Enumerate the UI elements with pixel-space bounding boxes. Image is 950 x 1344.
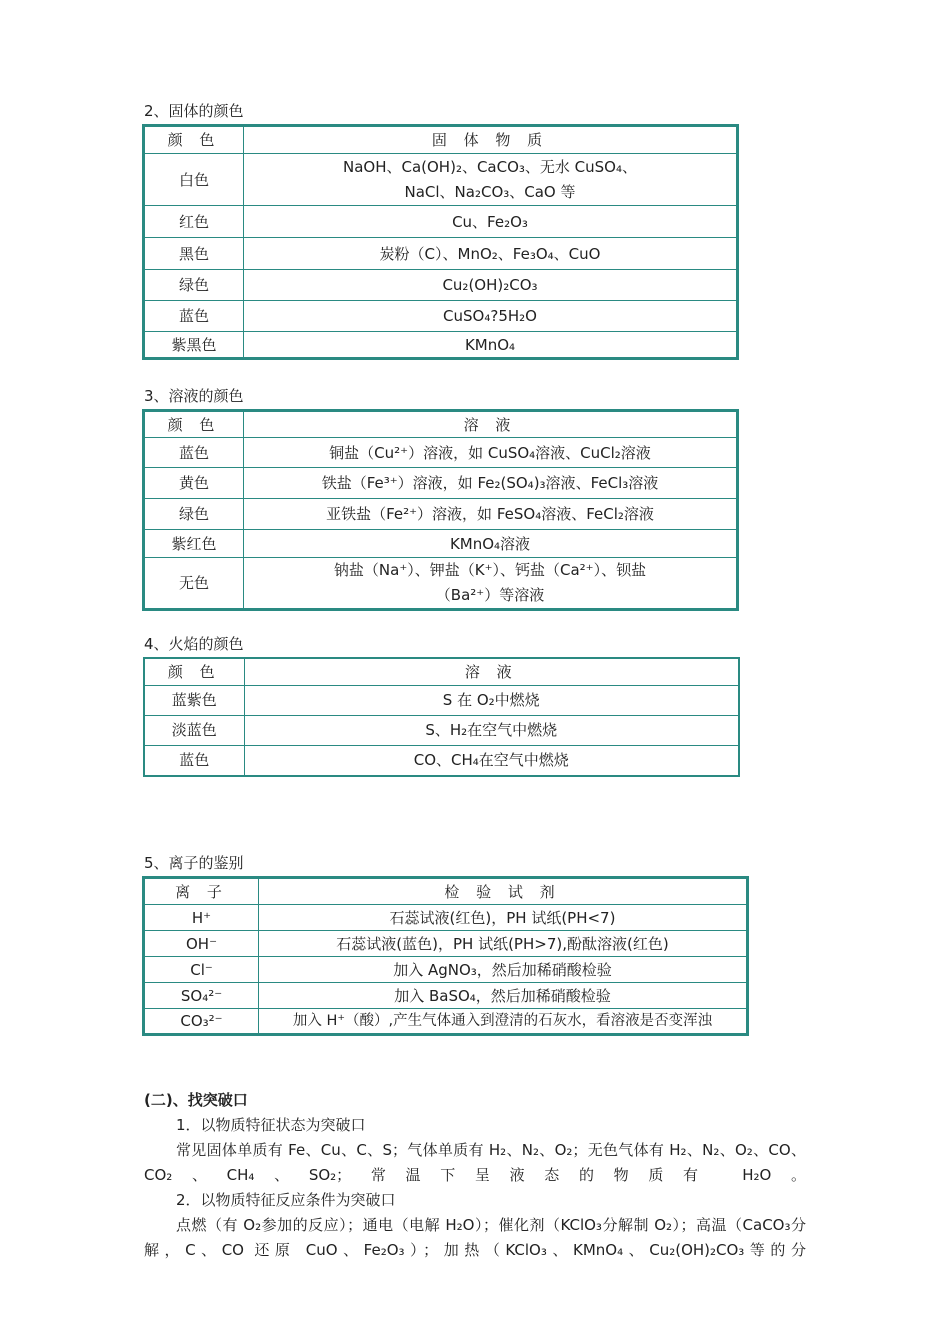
header-reagent: 检 验 试 剂	[259, 878, 748, 905]
table-row	[144, 301, 738, 332]
color-cell: 紫黑色	[144, 332, 244, 359]
color-cell: 淡蓝色	[144, 715, 244, 745]
header-color: 颜 色	[144, 411, 244, 438]
solution-cell: 铁盐（Fe³⁺）溶液，如 Fe₂(SO₄)₃溶液、FeCl₃溶液	[244, 468, 738, 499]
ion-cell: Cl⁻	[144, 957, 259, 983]
solid-color-table	[142, 124, 739, 360]
flame-cell: S 在 O₂中燃烧	[244, 685, 739, 715]
table-row	[144, 154, 738, 206]
color-cell: 绿色	[144, 270, 244, 301]
flame-cell: CO、CH₄在空气中燃烧	[244, 745, 739, 776]
color-cell: 蓝色	[144, 745, 244, 776]
table-row	[144, 558, 738, 610]
reagent-cell: 加入 H⁺（酸）,产生气体通入到澄清的石灰水，看溶液是否变浑浊	[259, 1009, 748, 1035]
table-row	[144, 957, 748, 983]
color-cell: 蓝色	[144, 438, 244, 468]
table-header-row	[144, 126, 738, 154]
header-color: 颜 色	[144, 658, 244, 685]
table-row	[144, 332, 738, 359]
header-substance: 固 体 物 质	[244, 126, 738, 154]
table-row	[144, 438, 738, 468]
substance-cell: NaOH、Ca(OH)₂、CaCO₃、无水 CuSO₄、NaCl、Na₂CO₃、CaO 等	[244, 154, 738, 206]
reagent-cell: 石蕊试液(红色)，PH 试纸(PH<7)	[259, 905, 748, 931]
table-row	[144, 715, 739, 745]
color-cell: 黑色	[144, 238, 244, 270]
solution-color-heading: 3、溶液的颜色	[144, 387, 244, 405]
solution-cell: 亚铁盐（Fe²⁺）溶液，如 FeSO₄溶液、FeCl₂溶液	[244, 499, 738, 530]
color-cell: 绿色	[144, 499, 244, 530]
table-row	[144, 983, 748, 1009]
table-header-row	[144, 411, 738, 438]
table-row	[144, 238, 738, 270]
header-solution: 溶 液	[244, 411, 738, 438]
item-2-heading: 2．以物质特征反应条件为突破口	[176, 1191, 396, 1209]
table-row	[144, 745, 739, 776]
table-row	[144, 468, 738, 499]
header-ion: 离 子	[144, 878, 259, 905]
flame-color-table	[143, 657, 740, 777]
ion-cell: H⁺	[144, 905, 259, 931]
ion-test-heading: 5、离子的鉴别	[144, 854, 244, 872]
flame-cell: S、H₂在空气中燃烧	[244, 715, 739, 745]
substance-cell: CuSO₄?5H₂O	[244, 301, 738, 332]
solution-cell: KMnO₄溶液	[244, 530, 738, 558]
table-row	[144, 931, 748, 957]
substance-cell: Cu₂(OH)₂CO₃	[244, 270, 738, 301]
table-row	[144, 499, 738, 530]
table-row	[144, 530, 738, 558]
color-cell: 红色	[144, 206, 244, 238]
solution-color-table	[142, 409, 739, 611]
reagent-cell: 石蕊试液(蓝色)，PH 试纸(PH>7),酚酞溶液(红色)	[259, 931, 748, 957]
ion-test-table	[142, 876, 749, 1036]
color-cell: 黄色	[144, 468, 244, 499]
header-color: 颜 色	[144, 126, 244, 154]
substance-cell: Cu、Fe₂O₃	[244, 206, 738, 238]
item-1-heading: 1．以物质特征状态为突破口	[176, 1116, 366, 1134]
reagent-cell: 加入 AgNO₃，然后加稀硝酸检验	[259, 957, 748, 983]
solution-cell: 钠盐（Na⁺）、钾盐（K⁺）、钙盐（Ca²⁺）、钡盐（Ba²⁺）等溶液	[244, 558, 738, 610]
table-row	[144, 206, 738, 238]
section-title: (二)、找突破口	[144, 1091, 248, 1109]
table-header-row	[144, 878, 748, 905]
ion-cell: SO₄²⁻	[144, 983, 259, 1009]
substance-cell: 炭粉（C）、MnO₂、Fe₃O₄、CuO	[244, 238, 738, 270]
color-cell: 紫红色	[144, 530, 244, 558]
color-cell: 蓝色	[144, 301, 244, 332]
substance-cell: KMnO₄	[244, 332, 738, 359]
table-row	[144, 685, 739, 715]
solution-cell: 铜盐（Cu²⁺）溶液，如 CuSO₄溶液、CuCl₂溶液	[244, 438, 738, 468]
table-row	[144, 270, 738, 301]
color-cell: 白色	[144, 154, 244, 206]
color-cell: 蓝紫色	[144, 685, 244, 715]
table-row	[144, 1009, 748, 1035]
ion-cell: OH⁻	[144, 931, 259, 957]
item-2-text: 点燃（有 O₂参加的反应）；通电（电解 H₂O）；催化剂（KClO₃分解制 O₂）；高温（CaCO₃分解，C、CO 还原 CuO、Fe₂O₃）；加热（KClO₃、KMnO₄、Cu₂(OH)₂CO₃等的分	[144, 1216, 806, 1259]
reagent-cell: 加入 BaSO₄，然后加稀硝酸检验	[259, 983, 748, 1009]
table-row	[144, 905, 748, 931]
solid-color-heading: 2、固体的颜色	[144, 102, 244, 120]
color-cell: 无色	[144, 558, 244, 610]
flame-color-heading: 4、火焰的颜色	[144, 635, 244, 653]
table-header-row	[144, 658, 739, 685]
header-solution: 溶 液	[244, 658, 739, 685]
item-1-text: 常见固体单质有 Fe、Cu、C、S；气体单质有 H₂、N₂、O₂；无色气体有 H₂、N₂、O₂、CO、CO₂、CH₄、SO₂；常温下呈液态的物质有 H₂O。	[144, 1141, 806, 1184]
ion-cell: CO₃²⁻	[144, 1009, 259, 1035]
